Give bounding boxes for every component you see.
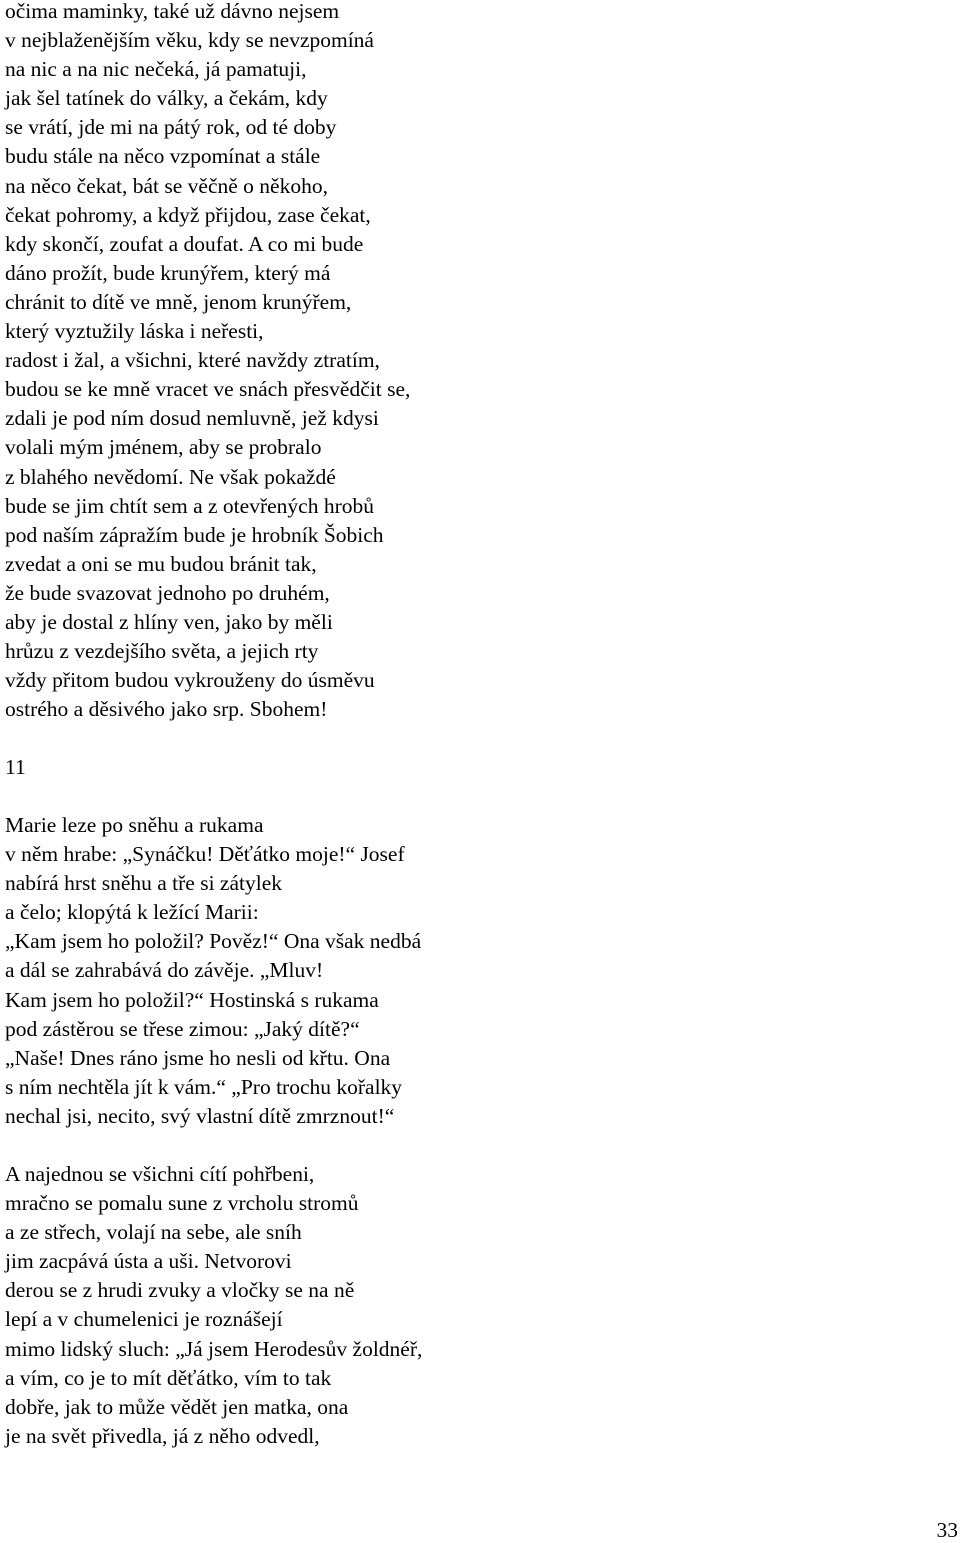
text-line: vždy přitom budou vykrouženy do úsměvu (5, 668, 375, 693)
page-number: 33 (936, 1518, 958, 1542)
text-line: mračno se pomalu sune z vrcholu stromů (5, 1191, 359, 1216)
text-line: lepí a v chumelenici je roznášejí (5, 1307, 283, 1332)
text-line: derou se z hrudi zvuky a vločky se na ně (5, 1278, 355, 1303)
text-line: Marie leze po sněhu a rukama (5, 813, 264, 837)
text-line: s ním nechtěla jít k vám.“ „Pro trochu kořalky (5, 1074, 403, 1099)
text-line: jim zacpává ústa a uši. Netvorovi (5, 1249, 292, 1274)
text-line: čekat pohromy, a když přijdou, zase čekat, (5, 202, 371, 227)
text-line: „Naše! Dnes ráno jsme ho nesli od křtu. Ona (5, 1045, 391, 1070)
text-line: ostrého a děsivého jako srp. Sbohem! (5, 697, 328, 722)
text-line: že bude svazovat jednoho po druhém, (5, 580, 330, 605)
text-line: a čelo; klopýtá k ležící Marii: (5, 900, 259, 925)
text-line: a vím, co je to mít děťátko, vím to tak (5, 1365, 332, 1390)
text-line: z blahého nevědomí. Ne však pokaždé (5, 464, 336, 489)
text-line: v něm hrabe: „Synáčku! Děťátko moje!“ Josef (5, 842, 405, 867)
text-line: nabírá hrst sněhu a tře si zátylek (5, 871, 283, 896)
text-line: nechal jsi, necito, svý vlastní dítě zmrznout!“ (5, 1103, 395, 1128)
text-line: kdy skončí, zoufat a doufat. A co mi bude (5, 231, 364, 256)
text-line: očima maminky, také už dávno nejsem (5, 0, 340, 23)
paragraph-continuation (5, 0, 410, 724)
text-line: zvedat a oni se mu budou bránit tak, (5, 551, 317, 576)
text-line: mimo lidský sluch: „Já jsem Herodesův žoldnéř, (5, 1336, 423, 1361)
text-line: je na svět přivedla, já z něho odvedl, (5, 1423, 320, 1448)
section-number: 11 (5, 755, 26, 779)
paragraph-snow (5, 1160, 422, 1451)
text-line: aby je dostal z hlíny ven, jako by měli (5, 609, 333, 634)
text-line: se vrátí, jde mi na pátý rok, od té doby (5, 115, 337, 140)
paragraph-marie (5, 811, 421, 1131)
text-line: budu stále na něco vzpomínat a stále (5, 144, 321, 169)
text-line: a ze střech, volají na sebe, ale sníh (5, 1220, 302, 1245)
text-line: pod naším zápražím bude je hrobník Šobich (5, 522, 384, 547)
text-line: hrůzu z vezdejšího světa, a jejich rty (5, 639, 319, 664)
text-line: a dál se zahrabává do závěje. „Mluv! (5, 958, 324, 983)
text-line: zdali je pod ním dosud nemluvně, jež kdysi (5, 406, 379, 431)
text-line: bude se jim chtít sem a z otevřených hrobů (5, 493, 374, 518)
text-line: dobře, jak to může vědět jen matka, ona (5, 1394, 349, 1419)
text-line: chránit to dítě ve mně, jenom krunýřem, (5, 289, 352, 314)
text-line: budou se ke mně vracet ve snách přesvědčit se, (5, 377, 411, 402)
text-line: v nejblaženějším věku, kdy se nevzpomíná (5, 28, 374, 53)
text-line: Kam jsem ho položil?“ Hostinská s rukama (5, 987, 379, 1012)
text-line: na nic a na nic nečeká, já pamatuji, (5, 57, 307, 82)
text-line: který vyztužily láska i neřesti, (5, 319, 264, 344)
text-line: na něco čekat, bát se věčně o někoho, (5, 173, 328, 198)
text-line: radost i žal, a všichni, které navždy ztratím, (5, 348, 380, 373)
text-line: jak šel tatínek do války, a čekám, kdy (5, 86, 328, 111)
text-line: A najednou se všichni cítí pohřbeni, (5, 1162, 315, 1186)
text-line: pod zástěrou se třese zimou: „Jaký dítě?“ (5, 1016, 360, 1041)
text-line: volali mým jménem, aby se probralo (5, 435, 322, 460)
text-line: dáno prožít, bude krunýřem, který má (5, 260, 331, 285)
text-line: „Kam jsem ho položil? Pověz!“ Ona však nedbá (5, 929, 422, 954)
